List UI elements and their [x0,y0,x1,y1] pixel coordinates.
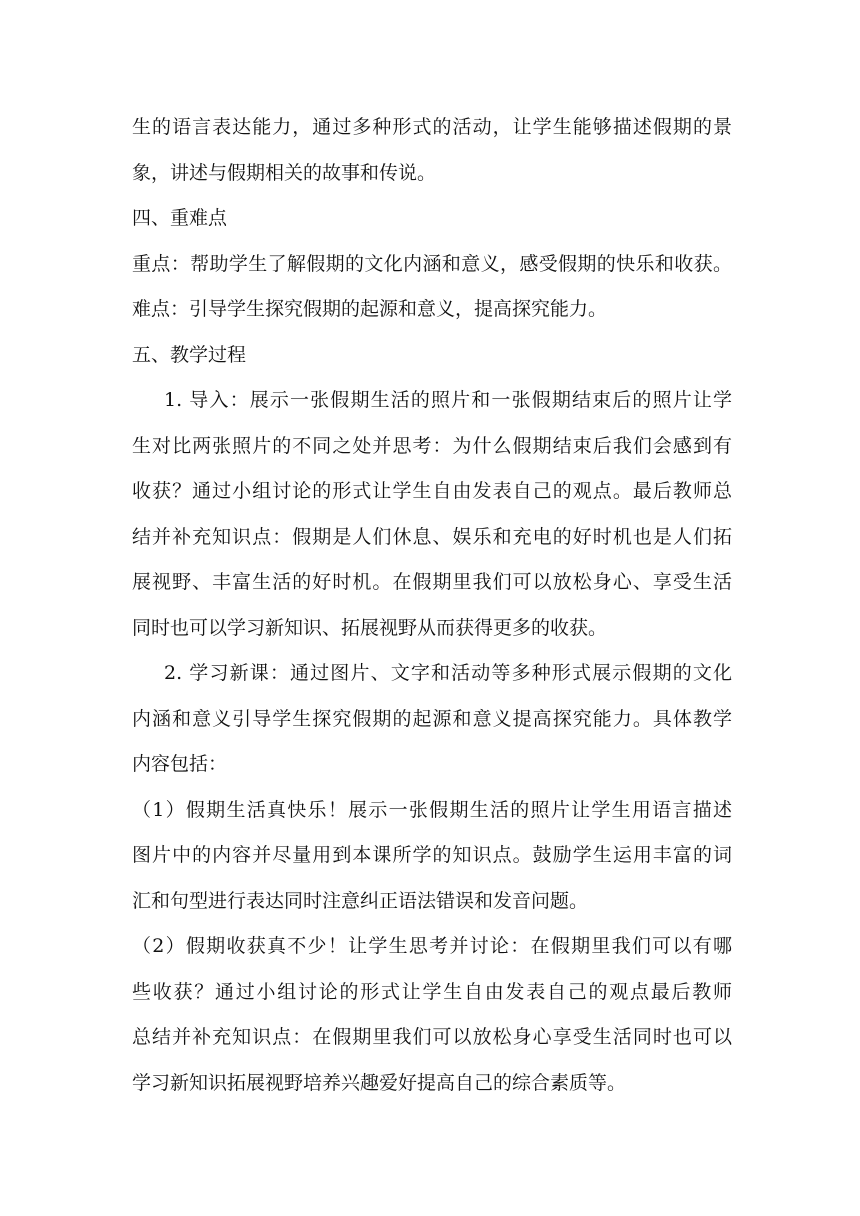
list-item-line: 1. 导入：展示一张假期生活的照片和一张假期结束后的照片让学 [164,389,732,411]
document-page [132,105,732,1106]
text-line: 收获？通过小组讨论的形式让学生自由发表自己的观点。最后教师总 [132,480,732,502]
text-line: 结并补充知识点：假期是人们休息、娱乐和充电的好时机也是人们拓 [132,525,732,548]
text-line: 象，讲述与假期相关的故事和传说。 [132,161,437,184]
text-line: 总结并补充知识点：在假期里我们可以放松身心享受生活同时也可以 [132,1026,732,1048]
text-line: 生的语言表达能力，通过多种形式的活动，让学生能够描述假期的景 [132,116,732,138]
text-line: 内涵和意义引导学生探究假期的起源和意义提高探究能力。具体教学 [132,707,732,730]
section-heading: 五、教学过程 [132,343,247,366]
sub-item-line: （1）假期生活真快乐！展示一张假期生活的照片让学生用语言描述 [132,798,732,821]
text-line: 同时也可以学习新知识、拓展视野从而获得更多的收获。 [132,616,608,639]
text-line: 重点：帮助学生了解假期的文化内涵和意义，感受假期的快乐和收获。 [132,252,732,275]
text-line: 展视野、丰富生活的好时机。在假期里我们可以放松身心、享受生活 [132,571,732,593]
text-line: 图片中的内容并尽量用到本课所学的知识点。鼓励学生运用丰富的词 [132,844,732,866]
text-line: 内容包括： [132,753,228,775]
text-line: 生对比两张照片的不同之处并思考：为什么假期结束后我们会感到有 [132,434,732,457]
sub-item-line: （2）假期收获真不少！让学生思考并讨论：在假期里我们可以有哪 [132,935,732,957]
text-line: 学习新知识拓展视野培养兴趣爱好提高自己的综合素质等。 [132,1071,627,1094]
text-line: 些收获？通过小组讨论的形式让学生自由发表自己的观点最后教师 [132,980,732,1003]
text-line: 汇和句型进行表达同时注意纠正语法错误和发音问题。 [132,889,589,912]
list-item-line: 2. 学习新课：通过图片、文字和活动等多种形式展示假期的文化 [164,662,732,684]
section-heading: 四、重难点 [132,207,228,229]
text-line: 难点：引导学生探究假期的起源和意义，提高探究能力。 [132,298,608,320]
